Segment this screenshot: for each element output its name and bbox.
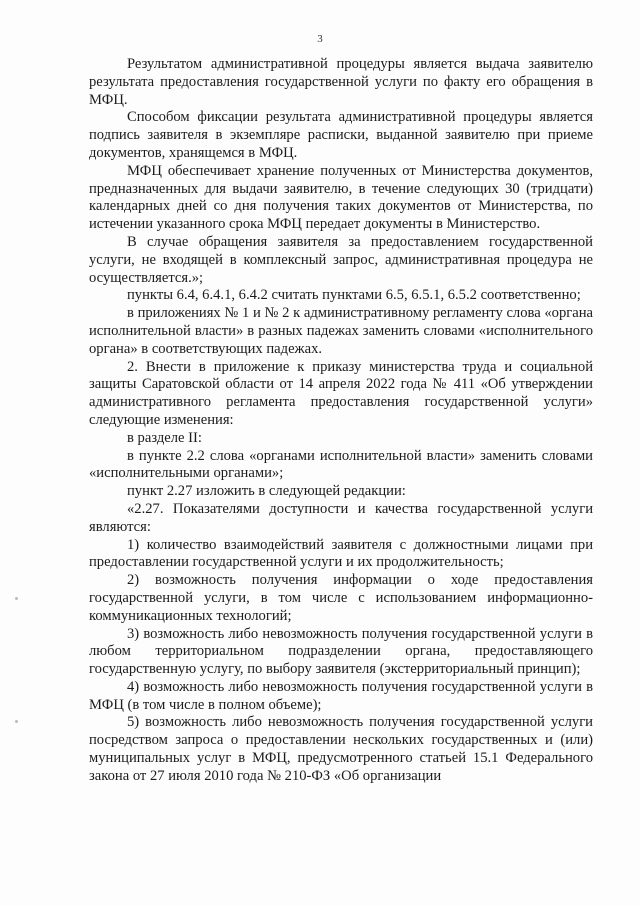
paragraph: 3) возможность либо невозможность получения государственной услуги в любом территориальном подразделении органа, предоставляющего государственную услугу, по выбору заявителя (экстерриториальный принцип); bbox=[89, 625, 593, 678]
paragraph: В случае обращения заявителя за предоставлением государственной услуги, не входящей в комплексный запрос, административная процедура не осуществляется.»; bbox=[89, 233, 593, 286]
paragraph: в разделе II: bbox=[127, 429, 202, 446]
paragraph: пункт 2.27 изложить в следующей редакции: bbox=[127, 483, 406, 500]
paragraph: 4) возможность либо невозможность получения государственной услуги в МФЦ (в том числе в полном объеме); bbox=[89, 678, 593, 713]
paragraph: пункты 6.4, 6.4.1, 6.4.2 считать пунктами 6.5, 6.5.1, 6.5.2 соответственно; bbox=[127, 287, 581, 304]
paragraph: 5) возможность либо невозможность получения государственной услуги посредством запроса о предоставлении нескольких государственных и (или) муниципальных услуг в МФЦ, предусмотренного статьей 15.1 Федерального закона от 27 июля 2010 года № 210-ФЗ «Об организации bbox=[89, 714, 593, 784]
document-body bbox=[89, 56, 593, 786]
paragraph: 1) количество взаимодействий заявителя с должностными лицами при предоставлении государственной услуги и их продолжительность; bbox=[89, 536, 593, 571]
paragraph: 2) возможность получения информации о ходе предоставления государственной услуги, в том числе с использованием информационно-коммуникационных технологий; bbox=[89, 572, 593, 624]
scan-mark bbox=[15, 720, 18, 723]
paragraph: МФЦ обеспечивает хранение полученных от Министерства документов, предназначенных для выдачи заявителю, в течение следующих 30 (тридцати) календарных дней со дня получения таких документов от Министерства, по истечении указанного срока МФЦ передает документы в Министерство. bbox=[89, 162, 593, 233]
scan-mark bbox=[15, 597, 18, 600]
paragraph: 2. Внести в приложение к приказу министерства труда и социальной защиты Саратовской области от 14 апреля 2022 года № 411 «Об утверждении административного регламента предоставления государственной услуги» следующие изменения: bbox=[89, 358, 593, 428]
paragraph: в приложениях № 1 и № 2 к административному регламенту слова «органа исполнительной власти» в разных падежах заменить словами «исполнительного органа» в соответствующих падежах. bbox=[89, 305, 593, 357]
paragraph: «2.27. Показателями доступности и качества государственной услуги являются: bbox=[89, 500, 593, 535]
page-number: 3 bbox=[317, 33, 323, 45]
paragraph: Результатом административной процедуры является выдача заявителю результата предоставления государственной услуги по факту его обращения в МФЦ. bbox=[89, 56, 593, 108]
paragraph: в пункте 2.2 слова «органами исполнительной власти» заменить словами «исполнительными органами»; bbox=[89, 447, 593, 482]
paragraph: Способом фиксации результата административной процедуры является подпись заявителя в экземпляре расписки, выданной заявителю при приеме документов, хранящемся в МФЦ. bbox=[89, 109, 593, 161]
